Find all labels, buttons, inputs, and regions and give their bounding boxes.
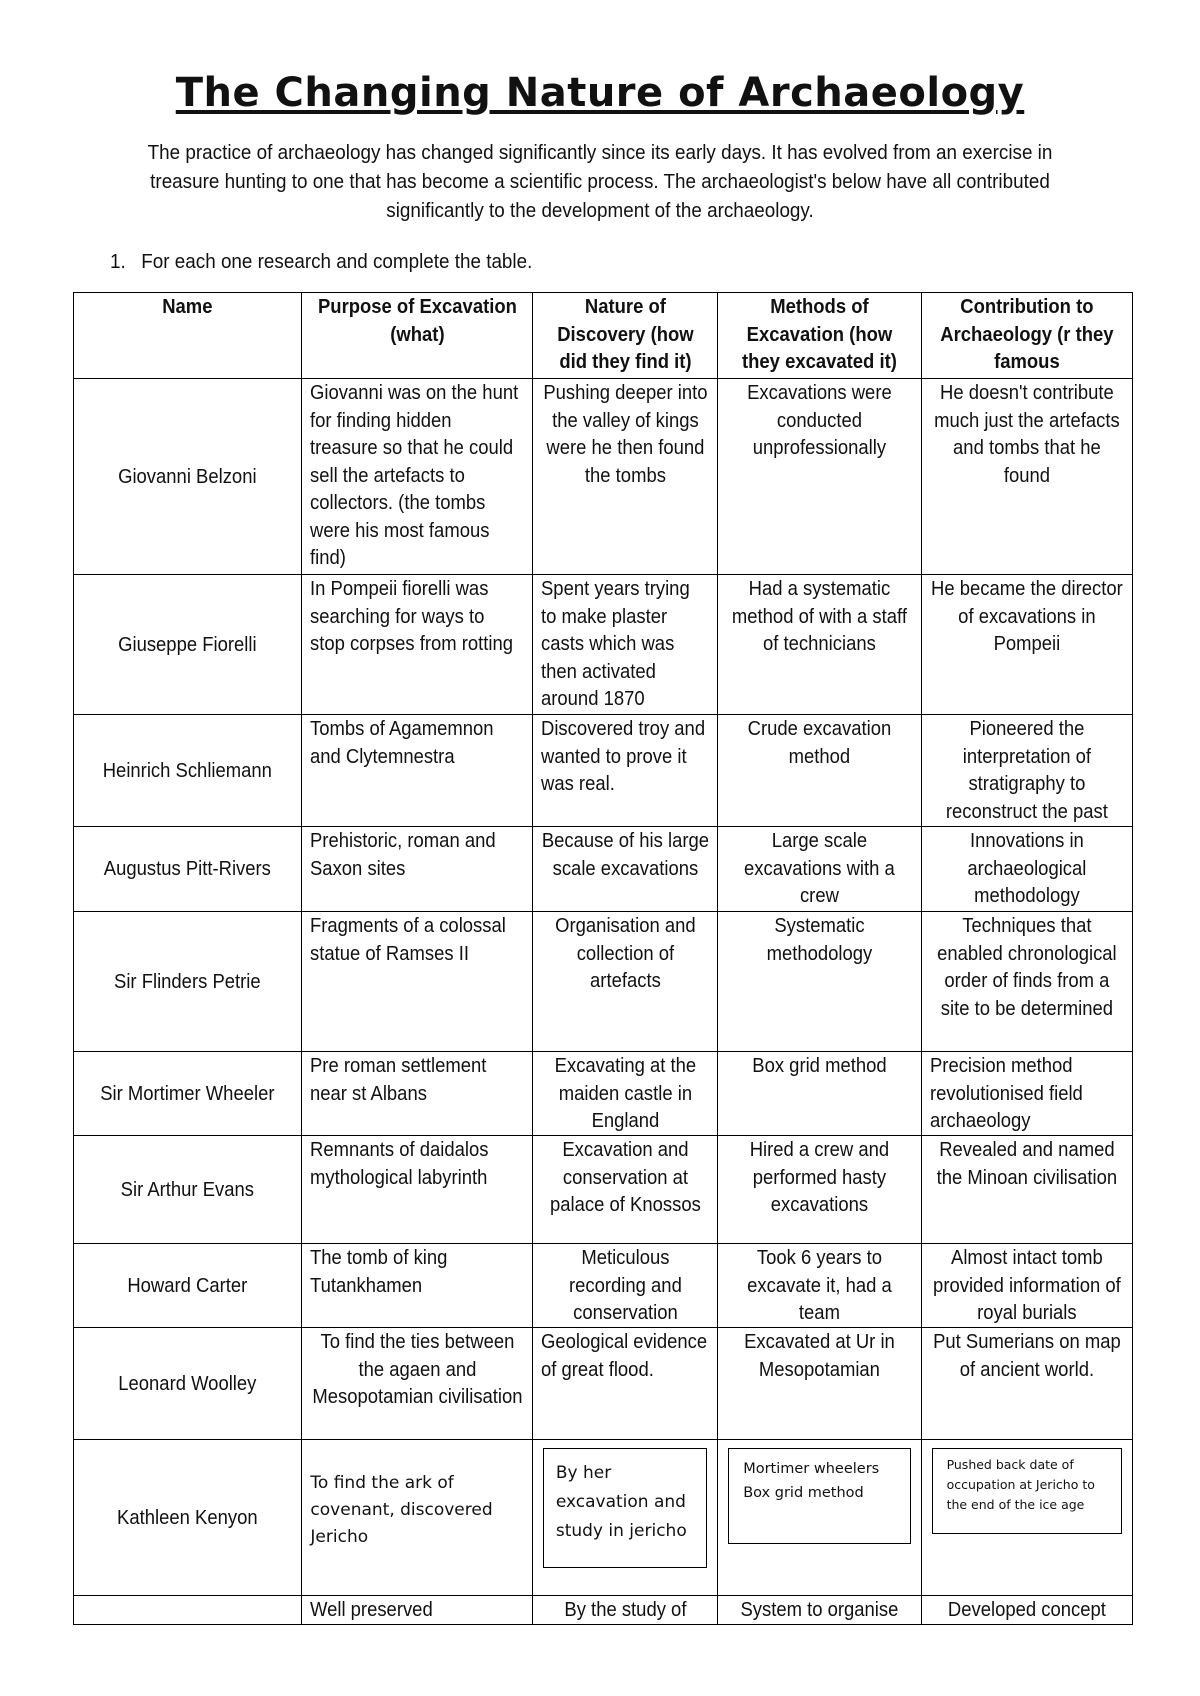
- intro-paragraph: The practice of archaeology has changed significantly since its early days. It has evolved from an exercise in treasure hunting to one that has become a scientific process. The archaeologist's below have all contributed significantly to the development of the archaeology.: [147, 141, 1053, 222]
- cell-contribution: Put Sumerians on map of ancient world.: [921, 1328, 1132, 1440]
- cell-nature: Excavating at the maiden castle in England: [532, 1052, 717, 1136]
- cell-purpose: Prehistoric, roman and Saxon sites: [302, 827, 532, 912]
- cell-nature: Meticulous recording and conservation: [532, 1244, 717, 1328]
- cell-name: [74, 1596, 302, 1625]
- instruction-text: For each one research and complete the table.: [141, 250, 533, 273]
- cell-contribution: Techniques that enabled chronological order of finds from a site to be determined: [921, 912, 1132, 1052]
- archaeologists-table: [73, 292, 1133, 1625]
- cell-contribution: He doesn't contribute much just the artefacts and tombs that he found: [921, 379, 1132, 575]
- cell-name: Augustus Pitt-Rivers: [74, 827, 302, 912]
- cell-nature: By the study of: [532, 1596, 717, 1625]
- header-methods: Methods of Excavation (how they excavated it): [718, 293, 921, 379]
- cell-methods: System to organise: [718, 1596, 921, 1625]
- cell-methods: Had a systematic method of with a staff of technicians: [718, 575, 921, 715]
- cell-methods: Systematic methodology: [718, 912, 921, 1052]
- cell-contribution: Developed concept: [921, 1596, 1132, 1625]
- text-box: Pushed back date of occupation at Jericho to the end of the ice age: [932, 1448, 1122, 1534]
- cell-nature: [532, 1440, 717, 1596]
- table-row: [74, 912, 1133, 1052]
- cell-methods: Excavated at Ur in Mesopotamian: [718, 1328, 921, 1440]
- cell-contribution: Pioneered the interpretation of stratigraphy to reconstruct the past: [921, 715, 1132, 827]
- table-row: [74, 575, 1133, 715]
- cell-name: Sir Mortimer Wheeler: [74, 1052, 302, 1136]
- cell-purpose: Giovanni was on the hunt for finding hidden treasure so that he could sell the artefacts to collectors. (the tombs were his most famous find): [302, 379, 532, 575]
- cell-methods: Large scale excavations with a crew: [718, 827, 921, 912]
- cell-nature: Geological evidence of great flood.: [532, 1328, 717, 1440]
- cell-purpose: Well preserved: [302, 1596, 532, 1625]
- cell-name: Howard Carter: [74, 1244, 302, 1328]
- cell-purpose: Pre roman settlement near st Albans: [302, 1052, 532, 1136]
- cell-nature: Discovered troy and wanted to prove it was real.: [532, 715, 717, 827]
- cell-name: Giuseppe Fiorelli: [74, 575, 302, 715]
- table-row: [74, 1440, 1133, 1596]
- table-row: [74, 1244, 1133, 1328]
- cell-nature: Pushing deeper into the valley of kings were he then found the tombs: [532, 379, 717, 575]
- cell-purpose: Remnants of daidalos mythological labyrinth: [302, 1136, 532, 1244]
- table-row: [74, 827, 1133, 912]
- cell-purpose: Fragments of a colossal statue of Ramses II: [302, 912, 532, 1052]
- table-header-row: [74, 293, 1133, 379]
- header-name: Name: [74, 293, 302, 379]
- cell-purpose: Tombs of Agamemnon and Clytemnestra: [302, 715, 532, 827]
- cell-nature: Organisation and collection of artefacts: [532, 912, 717, 1052]
- header-contribution: Contribution to Archaeology (r they famous: [921, 293, 1132, 379]
- text-box: Mortimer wheelers Box grid method: [728, 1448, 910, 1544]
- cell-purpose: To find the ties between the agaen and Mesopotamian civilisation: [302, 1328, 532, 1440]
- cell-contribution: Revealed and named the Minoan civilisation: [921, 1136, 1132, 1244]
- cell-methods: Excavations were conducted unprofessionally: [718, 379, 921, 575]
- table-row: [74, 379, 1133, 575]
- cell-name: Leonard Woolley: [74, 1328, 302, 1440]
- cell-methods: [718, 1440, 921, 1596]
- table-row: [74, 1136, 1133, 1244]
- page-title: The Changing Nature of Archaeology: [175, 70, 1025, 116]
- cell-methods: Crude excavation method: [718, 715, 921, 827]
- instruction-item: [110, 248, 938, 276]
- header-nature: Nature of Discovery (how did they find it): [532, 293, 717, 379]
- cell-nature: Spent years trying to make plaster casts which was then activated around 1870: [532, 575, 717, 715]
- cell-methods: Took 6 years to excavate it, had a team: [718, 1244, 921, 1328]
- text-box: By her excavation and study in jericho: [543, 1448, 707, 1568]
- instruction-number: 1.: [110, 250, 126, 273]
- cell-contribution: Precision method revolutionised field archaeology: [921, 1052, 1132, 1136]
- cell-contribution: Almost intact tomb provided information of royal burials: [921, 1244, 1132, 1328]
- table-row: [74, 1328, 1133, 1440]
- cell-name: Kathleen Kenyon: [74, 1440, 302, 1596]
- cell-contribution: He became the director of excavations in Pompeii: [921, 575, 1132, 715]
- cell-purpose: In Pompeii fiorelli was searching for ways to stop corpses from rotting: [302, 575, 532, 715]
- table-row: [74, 1052, 1133, 1136]
- table-row: [74, 1596, 1133, 1625]
- cell-contribution: Innovations in archaeological methodology: [921, 827, 1132, 912]
- cell-purpose: To find the ark of covenant, discovered Jericho: [302, 1440, 532, 1596]
- cell-nature: Excavation and conservation at palace of Knossos: [532, 1136, 717, 1244]
- header-purpose: Purpose of Excavation (what): [302, 293, 532, 379]
- cell-name: Heinrich Schliemann: [74, 715, 302, 827]
- table-row: [74, 715, 1133, 827]
- cell-purpose: The tomb of king Tutankhamen: [302, 1244, 532, 1328]
- cell-methods: Hired a crew and performed hasty excavations: [718, 1136, 921, 1244]
- cell-name: Sir Arthur Evans: [74, 1136, 302, 1244]
- cell-methods: Box grid method: [718, 1052, 921, 1136]
- cell-contribution: [921, 1440, 1132, 1596]
- cell-name: Giovanni Belzoni: [74, 379, 302, 575]
- cell-nature: Because of his large scale excavations: [532, 827, 717, 912]
- cell-name: Sir Flinders Petrie: [74, 912, 302, 1052]
